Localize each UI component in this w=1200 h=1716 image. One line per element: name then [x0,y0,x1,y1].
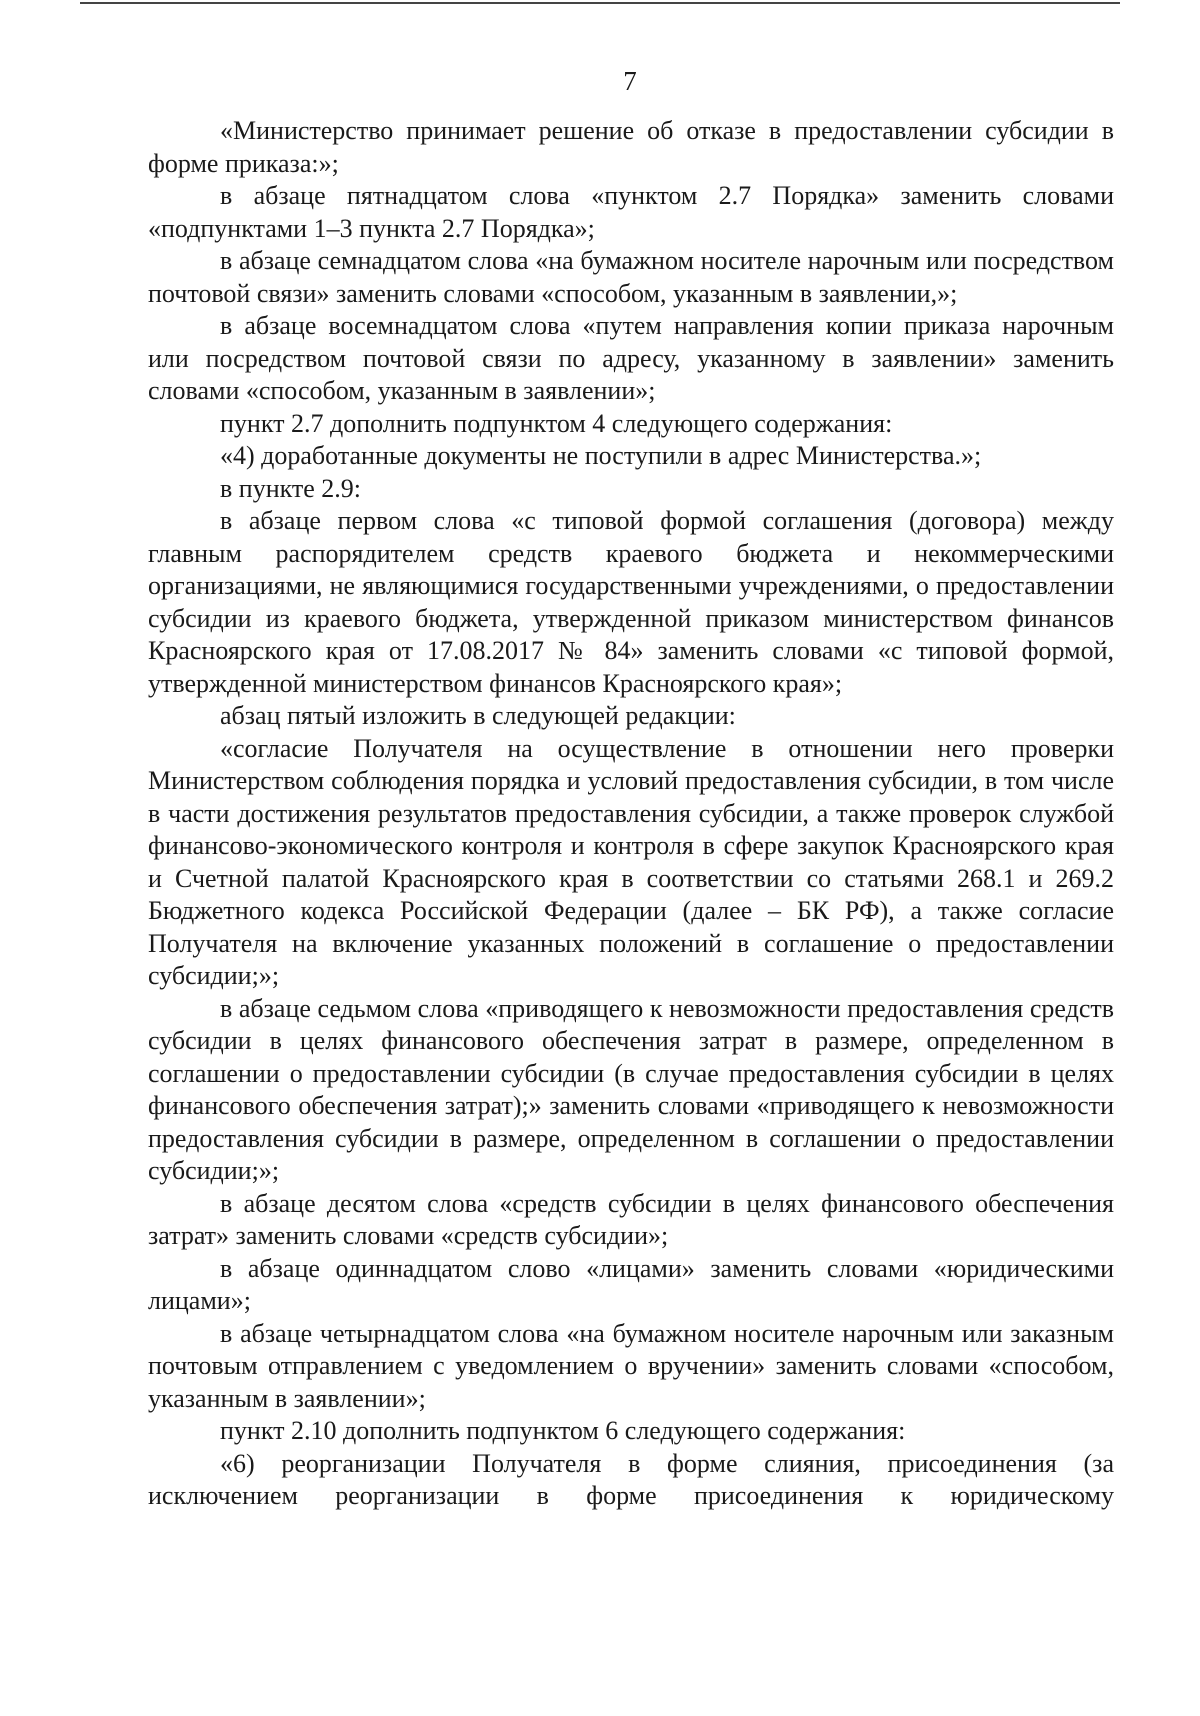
paragraph: в абзаце пятнадцатом слова «пунктом 2.7 Порядка» заменить словами «подпунктами 1–3 пункта 2.7 Порядка»; [148,181,1114,243]
paragraph: «4) доработанные документы не поступили в адрес Министерства.»; [220,441,982,470]
paragraph: «6) реорганизации Получателя в форме слияния, присоединения (за исключением реорганизации в форме присоединения к юридическому [148,1448,1114,1510]
paragraph: в абзаце одиннадцатом слово «лицами» заменить словами «юридическими лицами»; [148,1253,1114,1315]
scan-edge-line [80,2,1120,4]
paragraph: абзац пятый изложить в следующей редакции: [220,701,736,730]
paragraph: «согласие Получателя на осуществление в отношении него проверки Министерством соблюдения порядка и условий предоставления субсидии, в том числе в части достижения результатов предоставления субсидии, а также проверок службой финансово-экономического контроля и контроля в сфере закупок Красноярского края и Счетной палатой Красноярского края в соответствии со статьями 268.1 и 269.2 Бюджетного кодекса Российской Федерации (далее – БК РФ), а также согласие Получателя на включение указанных положений в соглашение о предоставлении субсидии;»; [148,733,1114,990]
page-number: 7 [623,66,637,96]
paragraph: в абзаце десятом слова «средств субсидии в целях финансового обеспечения затрат» заменить словами «средств субсидии»; [148,1188,1114,1250]
paragraph: в абзаце семнадцатом слова «на бумажном носителе нарочным или посредством почтовой связи» заменить словами «способом, указанным в заявлении,»; [148,246,1114,308]
paragraph: в пункте 2.9: [220,473,362,503]
paragraph: в абзаце четырнадцатом слова «на бумажном носителе нарочным или заказным почтовым отправлением с уведомлением о вручении» заменить словами «способом, указанным в заявлении»; [148,1318,1114,1413]
paragraph: пункт 2.7 дополнить подпунктом 4 следующего содержания: [220,408,893,438]
paragraph: «Министерство принимает решение об отказе в предоставлении субсидии в форме приказа:»; [148,116,1114,178]
paragraph: в абзаце седьмом слова «приводящего к невозможности предоставления средств субсидии в целях финансового обеспечения затрат в размере, определенном в соглашении о предоставлении субсидии (в случае предоставления субсидии в целях финансового обеспечения затрат);» заменить словами «приводящего к невозможности предоставления субсидии в размере, определенном в соглашении о предоставлении субсидии;»; [148,993,1114,1185]
paragraph: пункт 2.10 дополнить подпунктом 6 следующего содержания: [220,1416,906,1445]
paragraph: в абзаце восемнадцатом слова «путем направления копии приказа нарочным или посредством почтовой связи по адресу, указанному в заявлении» заменить словами «способом, указанным в заявлении»; [148,311,1114,405]
document-body [148,115,1114,1513]
paragraph: в абзаце первом слова «с типовой формой соглашения (договора) между главным распорядителем средств краевого бюджета и некоммерческими организациями, не являющимися государственными учреждениями, о предоставлении субсидии из краевого бюджета, утвержденной приказом министерством финансов Красноярского края от 17.08.2017 № 84» заменить словами «с типовой формой, утвержденной министерством финансов Красноярского края»; [148,506,1114,698]
